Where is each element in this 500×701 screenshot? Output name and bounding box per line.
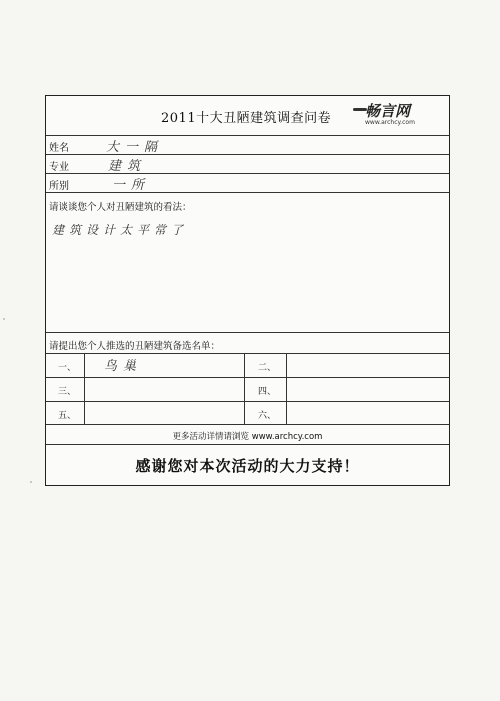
name-row — [46, 136, 449, 155]
slot-4-label: 四、 — [258, 387, 277, 397]
recommend-label: 请提出您个人推选的丑陋建筑备选名单： — [49, 341, 221, 352]
footer-row — [46, 425, 449, 445]
logo-text: 畅言网 — [365, 102, 411, 120]
department-row — [46, 174, 449, 193]
recommend-row — [46, 354, 449, 378]
opinion-label: 请谈谈您个人对丑陋建筑的看法： — [49, 202, 192, 213]
slot-1-value[interactable]: 鸟巢 — [104, 359, 143, 374]
major-row — [46, 155, 449, 174]
form-title: 2011十大丑陋建筑调查问卷 — [161, 111, 332, 126]
slot-3-label: 三、 — [58, 387, 77, 397]
scan-speck — [30, 481, 32, 483]
department-label: 所别 — [49, 181, 69, 192]
logo-url: www.archcy.com — [365, 119, 415, 126]
slot-1-label: 一、 — [58, 363, 77, 373]
opinion-answer[interactable]: 建筑设计太平常了 — [52, 223, 189, 237]
name-value[interactable]: 大一隔 — [106, 140, 164, 155]
scan-speck — [3, 318, 5, 320]
major-value[interactable]: 建筑 — [108, 159, 147, 174]
opinion-section — [46, 193, 449, 333]
recommend-row — [46, 402, 449, 426]
slot-2-label: 二、 — [258, 363, 277, 373]
thanks-text: 感谢您对本次活动的大力支持！ — [135, 457, 360, 475]
title-row — [46, 96, 449, 136]
slot-6-label: 六、 — [258, 411, 277, 421]
recommend-header — [46, 333, 449, 353]
recommend-row — [46, 378, 449, 402]
questionnaire-form — [45, 95, 450, 486]
major-label: 专业 — [49, 162, 69, 173]
footer-text: 更多活动详情请浏览 www.archcy.com — [172, 432, 323, 442]
department-value[interactable]: 一所 — [112, 178, 151, 193]
archcy-logo — [353, 102, 431, 130]
name-label: 姓名 — [49, 143, 69, 154]
slot-5-label: 五、 — [58, 411, 77, 421]
thanks-row — [46, 445, 449, 485]
recommend-grid — [46, 353, 449, 425]
